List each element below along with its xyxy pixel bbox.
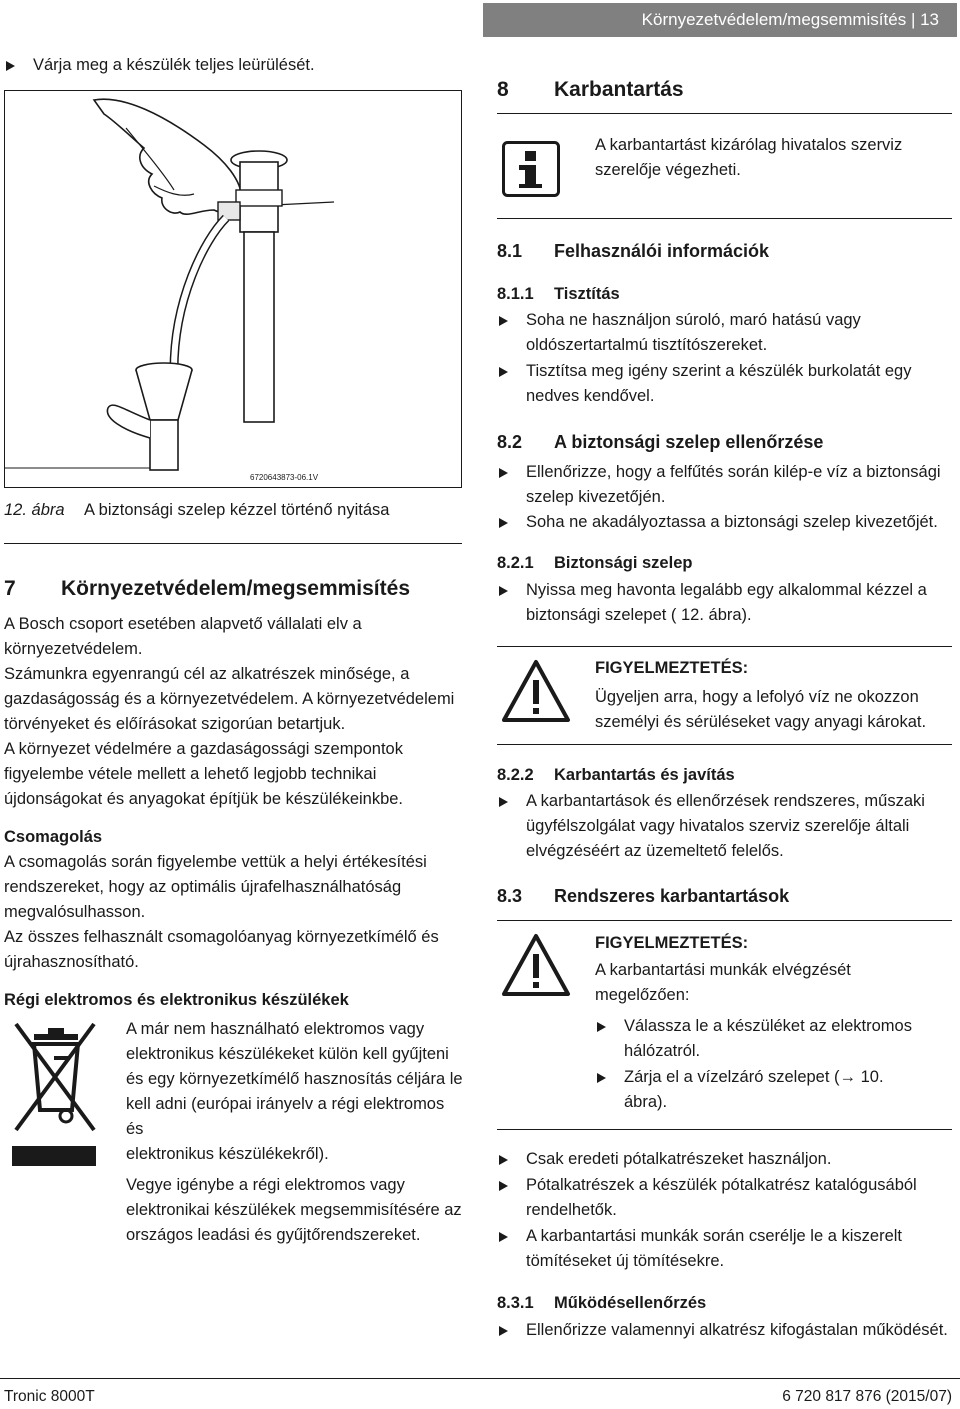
list-item: A karbantartási munkák során cserélje le a kiszerelt tömítéseket új tömítésekre. (497, 1224, 952, 1274)
page-number: 13 (920, 10, 939, 29)
info-icon (502, 141, 560, 197)
figure-code: 6720643873-06.1V (250, 473, 319, 482)
info-divider-top (497, 113, 952, 114)
warning-2: FIGYELMEZTETÉS: A karbantartási munkák elvégzését megelőzően: Válassza le a készüléket az elektromos hálózatról. Zárja el a vízelzáró szelepet (→ 10. ábra). (595, 931, 925, 1115)
section-8-3-heading: 8.3 Rendszeres karbantartások (497, 886, 790, 906)
section-8-1-heading: 8.1 Felhasználói információk (497, 241, 770, 261)
warning-triangle-icon (500, 932, 572, 998)
function-check-list (497, 1318, 952, 1343)
warning-1: FIGYELMEZTETÉS: Ügyeljen arra, hogy a lefolyó víz ne okozzon személyi és sérüléseket vagy anyagi károkat. (595, 659, 927, 731)
list-item: A karbantartások és ellenőrzések rendszeres, műszaki ügyfélszolgálat vagy hivatalos szerviz szerelője általi elvégzéséért az üzemeltető felelős. (497, 789, 952, 864)
figure-caption: 12. ábra A biztonsági szelep kézzel történő nyitása (4, 501, 390, 519)
packaging-heading: Csomagolás (4, 828, 103, 846)
safety-valve-check-list (497, 460, 952, 535)
intro-bullet: Várja meg a készülék teljes leürülését. (4, 53, 462, 78)
list-item: Pótalkatrészek a készülék pótalkatrész katalógusából rendelhetők. (497, 1173, 952, 1223)
info-divider-bottom (497, 218, 952, 219)
section-divider (4, 543, 462, 544)
running-header: Környezetvédelem/megsemmisítés | 13 (483, 3, 957, 37)
list-item: Ellenőrizze, hogy a felfűtés során kilép-e víz a biztonsági szelep kivezetőjén. (497, 460, 952, 510)
info-note: A karbantartást kizárólag hivatalos szerviz szerelője végezheti. (595, 136, 903, 179)
section-8-3-1-heading: 8.3.1 Működésellenőrzés (497, 1294, 707, 1312)
list-item: Ellenőrizze valamennyi alkatrész kifogástalan működését. (497, 1318, 952, 1343)
section-7-heading: 7 Környezetvédelem/megsemmisítés (4, 577, 410, 600)
cleaning-list (497, 308, 952, 409)
weee-heading: Régi elektromos és elektronikus készülékek (4, 991, 349, 1009)
section-8-2-2-heading: 8.2.2 Karbantartás és javítás (497, 766, 735, 784)
warning-1-divider-top (497, 646, 952, 647)
footer-doc-number: 6 720 817 876 (2015/07) (782, 1388, 952, 1405)
list-item: Csak eredeti pótalkatrészeket használjon. (497, 1147, 952, 1172)
section-8-2-1-heading: 8.2.1 Biztonsági szelep (497, 554, 693, 572)
section-8-1-1-heading: 8.1.1 Tisztítás (497, 285, 620, 303)
footer-divider (0, 1378, 960, 1379)
packaging-text: A csomagolás során figyelembe vettük a helyi értékesítési rendszereket, hogy az optimális újrafelhasználhatóság megvalósulhasson. Az összes felhasznált csomagolóanyag környezetkímélő és újrahasznosítható. (4, 853, 439, 971)
footer-product: Tronic 8000T (4, 1388, 95, 1405)
warning-2-divider-top (497, 920, 952, 921)
warning-2-divider-bottom (497, 1129, 952, 1130)
regular-maintenance-list (497, 1147, 952, 1274)
list-item: Nyissa meg havonta legalább egy alkalommal kézzel a biztonsági szelepet ( 12. ábra). (497, 578, 952, 628)
crossed-bin-icon (10, 1018, 98, 1170)
safety-valve-list (497, 578, 952, 628)
valve-illustration (4, 90, 462, 488)
list-item: Tisztítsa meg igény szerint a készülék burkolatát egy nedves kendővel. (497, 359, 952, 409)
maintenance-repair-list (497, 789, 952, 864)
section-7-intro: A Bosch csoport esetében alapvető vállalati elv a környezetvédelem. Számunkra egyenrangú cél az alkatrészek minősége, a gazdaságosság és a környezetvédelem. A környezetvédelemi törvényeket és előírásokat szigorúan betartjuk. A környezet védelmére a gazdaságossági szempontok figyelembe vétele mellett a lehető legjobb technikai újdonságokat és anyagokat építjük be készülékeinkbe. (4, 615, 455, 808)
list-item: Soha ne használjon súroló, maró hatású vagy oldószertartalmú tisztítószereket. (497, 308, 952, 358)
list-item: Soha ne akadályoztassa a biztonsági szelep kivezetőjét. (497, 510, 952, 535)
header-section: Környezetvédelem/megsemmisítés (641, 10, 907, 29)
list-item: Zárja el a vízelzáró szelepet (→ 10. ábra). (595, 1065, 925, 1115)
warning-1-divider-bottom (497, 744, 952, 745)
section-8-heading: 8 Karbantartás (497, 78, 684, 101)
section-8-2-heading: 8.2 A biztonsági szelep ellenőrzése (497, 432, 824, 452)
weee-text: A már nem használható elektromos vagy elektronikus készülékeket külön kell gyűjteni és egy környezetkímélő hasznosítás céljára le kell adni (európai irányelv a régi elektromos és elektronikus készülékekről). Vegye igénybe a régi elektromos vagy elektronikai készülékek megsemmisítésére az országos leadási és gyűjtőrendszereket. (126, 1020, 463, 1244)
warning-triangle-icon (500, 658, 572, 724)
list-item: Válassza le a készüléket az elektromos hálózatról. (595, 1014, 925, 1064)
